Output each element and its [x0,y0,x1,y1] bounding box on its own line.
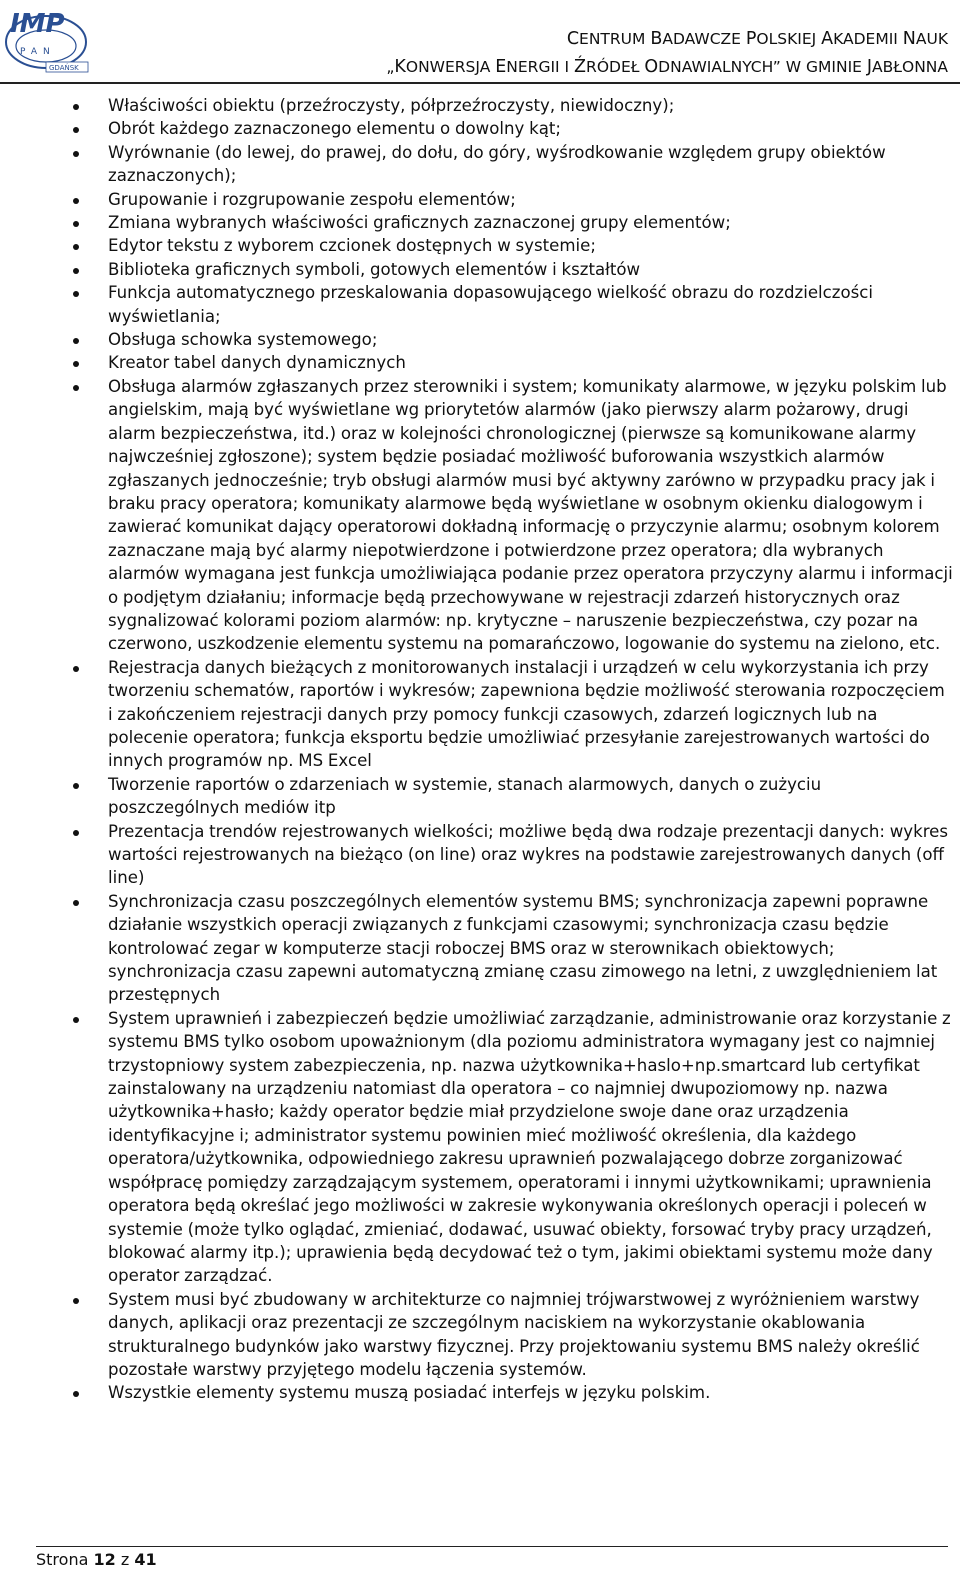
logo-imp: IMP [10,9,65,39]
list-item: Rejestracja danych bieżących z monitorowanych instalacji i urządzeń w celu wykorzystania ich przy tworzeniu schematów, raportów i wykresów; zapewniona będzie możliwość sterowania rozpoczęciem i zakończeniem rejestracji danych przy pomocy funkcji czasowych, zdarzeń logicznych lub na polecenie operatora; funkcja eksportu będzie umożliwiać przesyłanie zarejestrowanych wartości do innych programów np. MS Excel [0,656,960,773]
page-total: 41 [134,1550,157,1569]
header-line-1: CENTRUM BADAWCZE POLSKIEJ AKADEMII NAUK [566,29,948,49]
page-footer [36,1550,157,1570]
page-of: z [120,1550,130,1569]
header-rule [0,82,960,84]
logo-sub: GDAŃSK [49,64,79,72]
list-item: Właściwości obiektu (przeźroczysty, półprzeźroczysty, niewidoczny); [0,94,960,117]
list-item: Obrót każdego zaznaczonego elementu o dowolny kąt; [0,117,960,140]
list-item: System musi być zbudowany w architekturze co najmniej trójwarstwowej z wyróżnieniem warstwy danych, aplikacji oraz prezentacji ze szczególnym naciskiem na wykorzystanie okablowania strukturalnego budynków jako warstwy fizycznej. Przy projektowaniu systemu BMS należy określić pozostałe warstwy przyjętego modelu łączenia systemów. [0,1288,960,1382]
svg-text:PAN: PAN [20,47,56,57]
list-item: Obsługa alarmów zgłaszanych przez sterowniki i system; komunikaty alarmowe, w języku polskim lub angielskim, mają być wyświetlane wg priorytetów alarmów (jako pierwszy alarm pożarowy, drugi alarm bezpieczeństwa, itd.) oraz w kolejności chronologicznej (pierwsze są komunikowane alarmy najwcześniej zgłoszone); system będzie posiadać możliwość buforowania wszystkich alarmów zgłaszanych jednocześnie; tryb obsługi alarmów musi być aktywny zarówno w przypadku pracy jak i braku pracy operatora; komunikaty alarmowe będą wyświetlane w osobnym okienku dialogowym i zawierać komunikat dający operatorowi dokładną informację o przyczynie alarmu; osobnym kolorem zaznaczane mają być alarmy niepotwierdzone i potwierdzone przez operatora; dla wybranych alarmów wymagana jest funkcja umożliwiająca podanie przez operatora przyczyny alarmu i informacji o podjętym działaniu; informacje będą przechowywane w rejestracji zdarzeń historycznych oraz sygnalizować kolorami poziom alarmów: np. krytyczne – naruszenie bezpieczeństwa, czy pozar na czerwono, uszkodzenie elementu systemu na pomarańczowo, logowanie do systemu na zielono, etc. [0,375,960,656]
institution-header [386,28,948,78]
list-item: Wyrównanie (do lewej, do prawej, do dołu, do góry, wyśrodkowanie względem grupy obiektów zaznaczonych); [0,141,960,188]
list-item: Zmiana wybranych właściwości graficznych zaznaczonej grupy elementów; [0,211,960,234]
list-item: Kreator tabel danych dynamicznych [0,351,960,374]
list-item: Wszystkie elementy systemu muszą posiadać interfejs w języku polskim. [0,1381,960,1404]
imp-pan-logo [2,2,90,76]
list-item: Prezentacja trendów rejestrowanych wielkości; możliwe będą dwa rodzaje prezentacji danych: wykres wartości rejestrowanych na bieżąco (on line) oraz wykres na podstawie zarejestrowanych danych (off line) [0,820,960,890]
requirements-list [0,94,960,1405]
document-body [0,94,960,1405]
list-item: Tworzenie raportów o zdarzeniach w systemie, stanach alarmowych, danych o zużyciu poszczególnych mediów itp [0,773,960,820]
footer-rule [36,1546,948,1547]
list-item: Biblioteka graficznych symboli, gotowych elementów i kształtów [0,258,960,281]
page-header [0,0,960,82]
page-number: 12 [93,1550,116,1569]
list-item: Grupowanie i rozgrupowanie zespołu elementów; [0,188,960,211]
list-item: Edytor tekstu z wyborem czcionek dostępnych w systemie; [0,234,960,257]
header-line-2: „KONWERSJA ENERGII I ŹRÓDEŁ ODNAWIALNYCH” W GMINIE JABŁONNA [386,57,948,77]
list-item: Funkcja automatycznego przeskalowania dopasowującego wielkość obrazu do rozdzielczości wyświetlania; [0,281,960,328]
list-item: Synchronizacja czasu poszczególnych elementów systemu BMS; synchronizacja zapewni poprawne działanie wszystkich operacji związanych z funkcjami czasowymi; synchronizacja czasu będzie kontrolować zegar w komputerze stacji roboczej BMS oraz w sterownikach obiektowych; synchronizacja czasu zapewni automatyczną zmianę czasu zimowego na letni, z uwzględnieniem lat przestępnych [0,890,960,1007]
list-item: Obsługa schowka systemowego; [0,328,960,351]
list-item: System uprawnień i zabezpieczeń będzie umożliwiać zarządzanie, administrowanie oraz korzystanie z systemu BMS tylko osobom upoważnionym (dla poziomu administratora wymagany jest co najmniej trzystopniowy system zabezpieczenia, np. nazwa użytkownika+haslo+np.smartcard lub certyfikat zainstalowany na urządzeniu natomiast dla operatora – co najmniej dwupoziomowy np. nazwa użytkownika+hasło; każdy operator będzie miał przydzielone swoje dane oraz urządzenia identyfikacyjne i; administrator systemu powinien mieć możliwość określenia, dla każdego operatora/użytkownika, odpowiedniego zakresu uprawnień pozwalającego dobrze zorganizować współpracę pomiędzy zarządzającym systemem, operatorami i innymi użytkownikami; uprawnienia operatora będą określać jego możliwości w zakresie wykonywania określonych operacji i poleceń w systemie (może tylko oglądać, zmieniać, dodawać, usuwać obiekty, forsować tryby pracy urządzeń, blokować alarmy itp.); uprawienia będą decydować też o tym, jakimi obiektami systemu może dany operator zarządzać. [0,1007,960,1288]
page-label: Strona [36,1550,89,1569]
